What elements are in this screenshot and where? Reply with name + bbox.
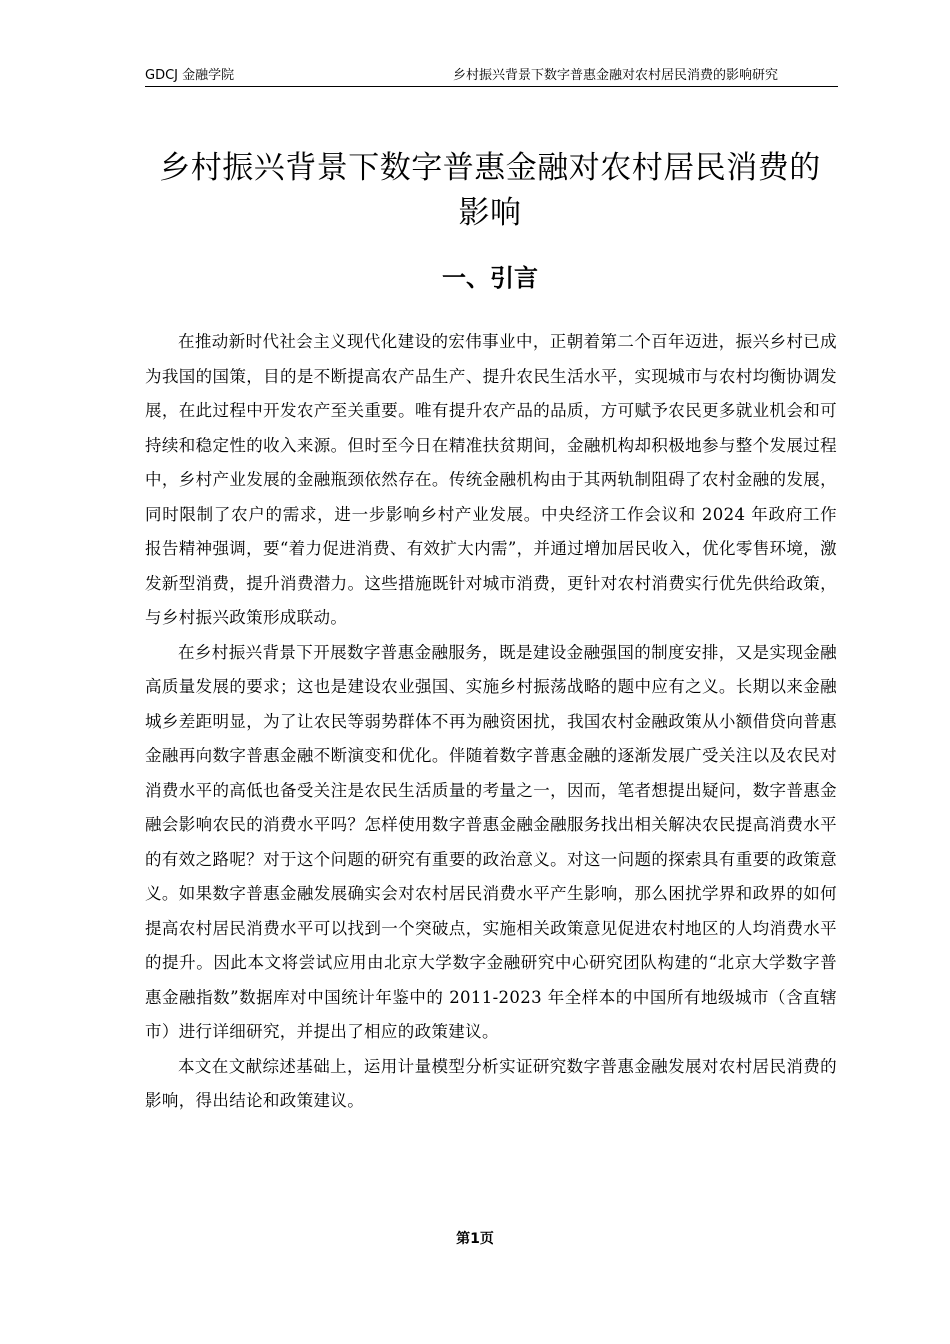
paper-title: 乡村振兴背景下数字普惠金融对农村居民消费的影响 (159, 150, 821, 231)
paragraph-1: 在推动新时代社会主义现代化建设的宏伟事业中，正朝着第二个百年迈进，振兴乡村已成为我国的国策，目的是不断提高农产品生产、提升农民生活水平，实现城市与农村均衡协调发展，在此过程中开发农产至关重要。唯有提升农产品的品质，方可赋予农民更多就业机会和可持续和稳定性的收入来源。但时至今日在精准扶贫期间，金融机构却积极地参与整个发展过程中，乡村产业发展的金融瓶颈依然存在。传统金融机构由于其两轨制阻碍了农村金融的发展，同时限制了农户的需求，进一步影响乡村产业发展。中央经济工作会议和 2024 年政府工作报告精神强调，要“着力促进消费、有效扩大内需”，并通过增加居民收入，优化零售环境，激发新型消费，提升消费潜力。这些措施既针对城市消费，更针对农村消费实行优先供给政策，与乡村振兴政策形成联动。 (145, 332, 837, 627)
header-running-title: 乡村振兴背景下数字普惠金融对农村居民消费的影响研究 (452, 68, 778, 83)
header-institution: GDCJ 金融学院 (145, 68, 235, 83)
page-number: 第1页 (456, 1231, 494, 1247)
paragraph-3: 本文在文献综述基础上，运用计量模型分析实证研究数字普惠金融发展对农村居民消费的影响，得出结论和政策建议。 (145, 1056, 837, 1110)
body-text (145, 325, 837, 1119)
paragraph-2: 在乡村振兴背景下开展数字普惠金融服务，既是建设金融强国的制度安排，又是实现金融高质量发展的要求；这也是建设农业强国、实施乡村振荡战略的题中应有之义。长期以来金融城乡差距明显，为了让农民等弱势群体不再为融资困扰，我国农村金融政策从小额借贷向普惠金融再向数字普惠金融不断演变和优化。伴随着数字普惠金融的逐渐发展广受关注以及农民对消费水平的高低也备受关注是农民生活质量的考量之一，因而，笔者想提出疑问，数字普惠金融会影响农民的消费水平吗？怎样使用数字普惠金融金融服务找出相关解决农民提高消费水平的有效之路呢？对于这个问题的研究有重要的政治意义。对这一问题的探索具有重要的政策意义。如果数字普惠金融发展确实会对农村居民消费水平产生影响，那么困扰学界和政界的如何提高农村居民消费水平可以找到一个突破点，实施相关政策意见促进农村地区的人均消费水平的提升。因此本文将尝试应用由北京大学数字金融研究中心研究团队构建的“北京大学数字普惠金融指数”数据库对中国统计年鉴中的 2011-2023 年全样本的中国所有地级城市（含直辖市）进行详细研究，并提出了相应的政策建议。 (145, 642, 837, 1041)
section-heading: 一、引言 (442, 264, 538, 292)
page-header (145, 66, 838, 87)
